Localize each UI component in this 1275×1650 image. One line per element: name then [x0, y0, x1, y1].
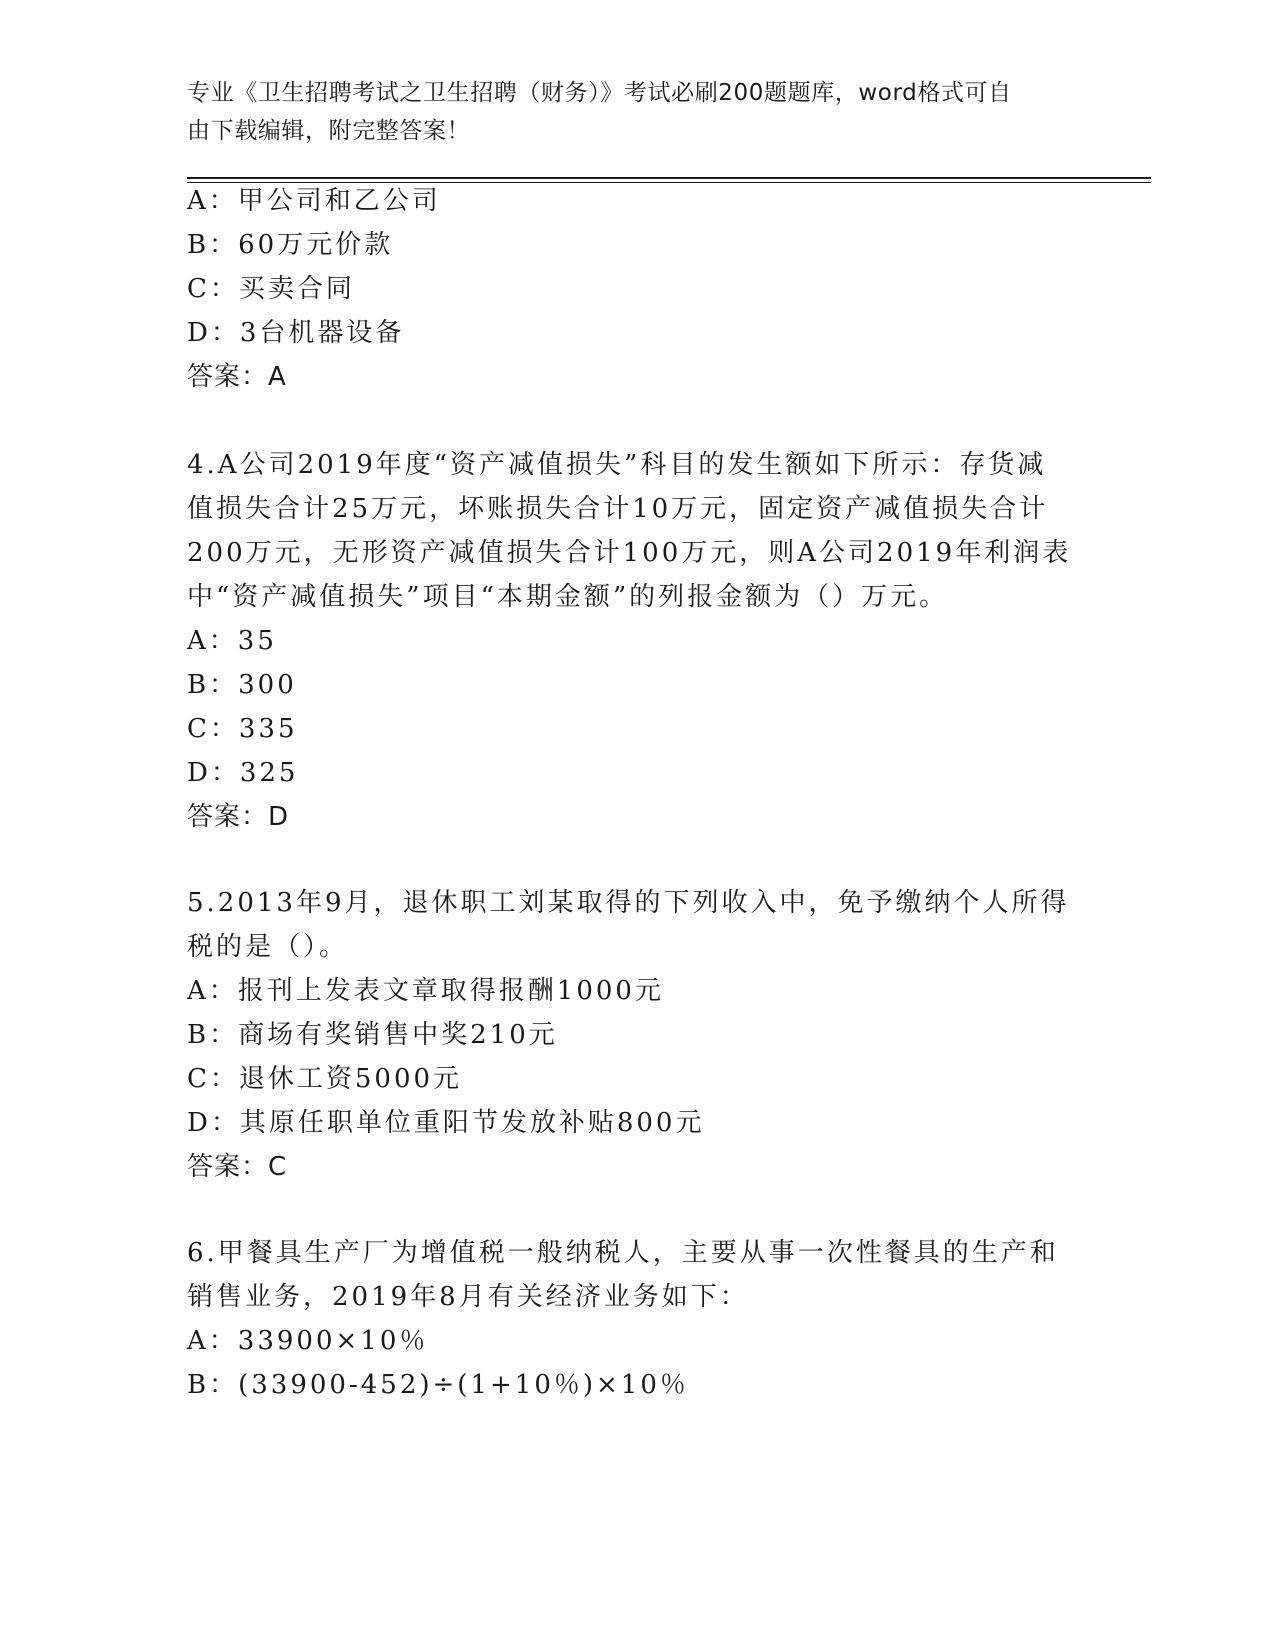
q6-option-b: B：(33900-452)÷(1+10％)×10％	[187, 1370, 689, 1400]
q4-option-b: B：300	[187, 670, 297, 700]
q4-option-c: C：335	[187, 714, 298, 744]
q5-stem-line-2: 税的是（）。	[187, 932, 349, 962]
q6-option-a: A：33900×10％	[187, 1326, 429, 1356]
q6-stem-line-2: 销售业务，2019年8月有关经济业务如下：	[187, 1282, 749, 1312]
q4-answer: 答案：D	[187, 802, 290, 832]
q5-stem-line-1: 5.2013年9月，退休职工刘某取得的下列收入中，免予缴纳个人所得	[187, 888, 1070, 918]
header-divider-thick	[187, 177, 1151, 179]
q6-stem-line-1: 6.甲餐具生产厂为增值税一般纳税人，主要从事一次性餐具的生产和	[187, 1238, 1059, 1268]
q5-option-b: B：商场有奖销售中奖210元	[187, 1020, 558, 1050]
document-header	[187, 74, 1087, 150]
q3-answer: 答案：A	[187, 362, 287, 392]
q3-option-b: B：60万元价款	[187, 230, 394, 260]
q4-stem-line-4: 中“资产减值损失”项目“本期金额”的列报金额为（）万元。	[187, 582, 949, 612]
q5-option-c: C：退休工资5000元	[187, 1064, 463, 1094]
q4-stem-line-3: 200万元，无形资产减值损失合计100万元，则A公司2019年利润表	[187, 538, 1072, 568]
header-line-1: 专业《卫生招聘考试之卫生招聘（财务）》考试必刷200题题库，word格式可自	[187, 80, 1012, 106]
header-divider-thin	[187, 182, 1151, 183]
q4-option-d: D：325	[187, 758, 299, 788]
q3-option-d: D：3台机器设备	[187, 318, 405, 348]
q5-option-a: A：报刊上发表文章取得报酬1000元	[187, 976, 664, 1006]
q4-option-a: A：35	[187, 626, 277, 656]
q3-option-c: C：买卖合同	[187, 274, 355, 304]
q3-option-a: A：甲公司和乙公司	[187, 186, 441, 216]
q4-stem-line-1: 4.A公司2019年度“资产减值损失”科目的发生额如下所示：存货减	[187, 450, 1047, 480]
q5-option-d: D：其原任职单位重阳节发放补贴800元	[187, 1108, 705, 1138]
q5-answer: 答案：C	[187, 1152, 288, 1182]
header-line-2: 由下载编辑，附完整答案！	[187, 118, 471, 144]
q4-stem-line-2: 值损失合计25万元，坏账损失合计10万元，固定资产减值损失合计	[187, 494, 1049, 524]
